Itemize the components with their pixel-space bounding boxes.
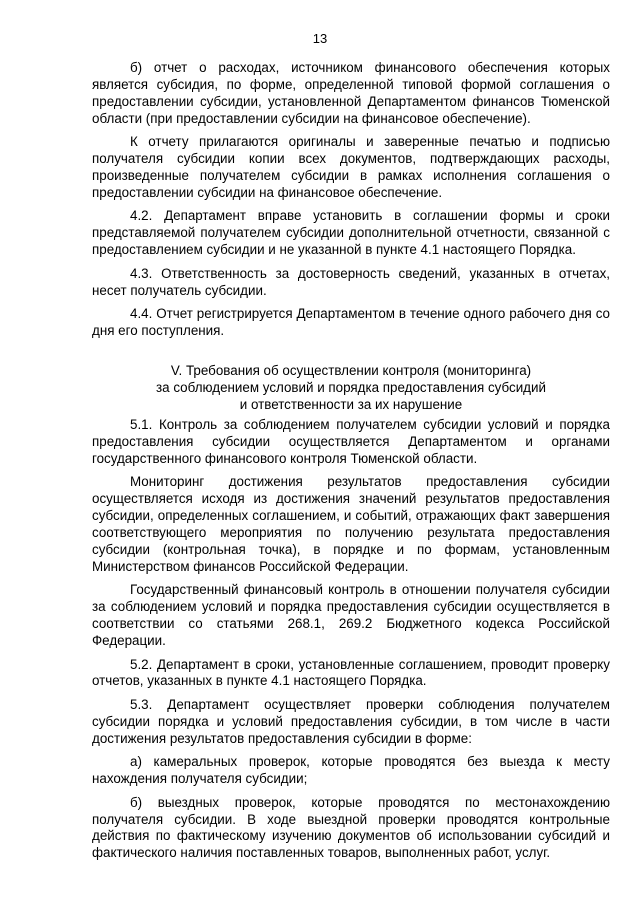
paragraph-4-4: 4.4. Отчет регистрируется Департаментом в течение одного рабочего дня со дня его поступления. bbox=[92, 306, 610, 339]
section-heading-line-3: и ответственности за их нарушение bbox=[239, 396, 463, 412]
paragraph-4-1-b: б) отчет о расходах, источником финансового обеспечения которых является субсидия, по форме, определенной типовой формой соглашения о предоставлении субсидии, установленной Департаментом финансов Тюменской области (при предоставлении субсидии на финансовое обеспечение). bbox=[92, 60, 610, 126]
document-body bbox=[92, 60, 610, 869]
paragraph-4-2: 4.2. Департамент вправе установить в соглашении формы и сроки представляемой получателем субсидии дополнительной отчетности, связанной с предоставлением субсидии и не указанной в пункте 4.1 настоящего Порядка. bbox=[92, 208, 610, 258]
paragraph-5-1: 5.1. Контроль за соблюдением получателем субсидии условий и порядка предоставления субсидии осуществляется Департаментом и органами государственного финансового контроля Тюменской области. bbox=[92, 416, 610, 466]
paragraph-5-2: 5.2. Департамент в сроки, установленные соглашением, проводит проверку отчетов, указанных в пункте 4.1 настоящего Порядка. bbox=[92, 656, 610, 689]
paragraph-report-attachments: К отчету прилагаются оригиналы и заверенные печатью и подписью получателя субсидии копии всех документов, подтверждающих расходы, произведенные получателем субсидии в рамках исполнения соглашения о предоставлении субсидии на финансовое обеспечение. bbox=[92, 134, 610, 200]
section-heading-line-2: за соблюдением условий и порядка предоставления субсидий bbox=[156, 379, 546, 395]
section-heading-line-1: V. Требования об осуществлении контроля (мониторинга) bbox=[170, 362, 532, 378]
paragraph-4-3: 4.3. Ответственность за достоверность сведений, указанных в отчетах, несет получатель субсидии. bbox=[92, 265, 610, 298]
page-number: 13 bbox=[312, 31, 328, 46]
paragraph-monitoring: Мониторинг достижения результатов предоставления субсидии осуществляется исходя из достижения значений результатов предоставления субсидии, определенных соглашением, и событий, отражающих факт завершения соответствующего мероприятия по получению результата предоставления субсидии (контрольная точка), в порядке и по формам, установленным Министерством финансов Российской Федерации. bbox=[92, 474, 610, 574]
paragraph-5-3: 5.3. Департамент осуществляет проверки соблюдения получателем субсидии порядка и условий предоставления субсидии, в том числе в части достижения результатов предоставления субсидии в форме: bbox=[92, 696, 610, 746]
section-heading bbox=[92, 362, 610, 413]
paragraph-5-3-a: а) камеральных проверок, которые проводятся без выезда к месту нахождения получателя субсидии; bbox=[92, 754, 610, 787]
paragraph-state-control: Государственный финансовый контроль в отношении получателя субсидии за соблюдением условий и порядка предоставления субсидии осуществляется в соответствии со статьями 268.1, 269.2 Бюджетного кодекса Российской Федерации. bbox=[92, 582, 610, 649]
paragraph-5-3-b: б) выездных проверок, которые проводятся по местонахождению получателя субсидии. В ходе выездной проверки проводятся контрольные действия по фактическому изучению документов об использовании субсидий и фактического наличия поставленных товаров, выполненных работ, услуг. bbox=[92, 794, 610, 861]
